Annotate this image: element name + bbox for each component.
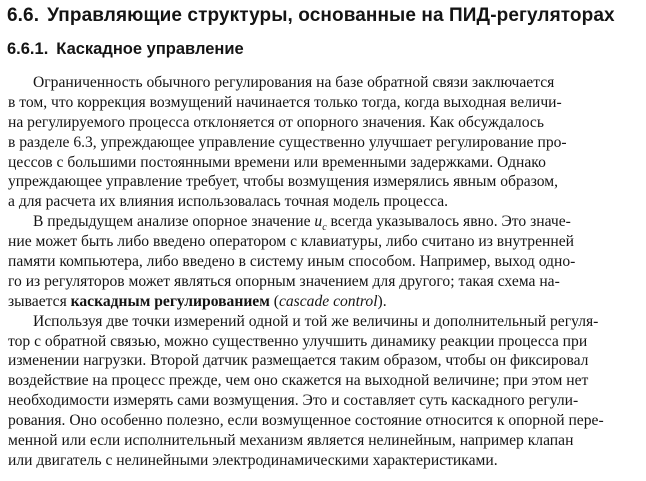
body-text [8,73,642,471]
italic-term-en: cascade control [278,292,378,310]
text-line: воздействие на процесс прежде, чем оно скажется на выходной величине; при этом нет [8,372,589,390]
text-line: цессов с большими постоянными времени или временными задержками. Однако [8,153,546,171]
text-line: а для расчета их влияния использовалась точная модель процесса. [8,193,449,211]
subsection-heading [7,38,244,60]
section-title: Управляющие структуры, основанные на ПИД-регуляторах [47,5,615,26]
text-line: рования. Оно особенно полезно, если возмущенное состояние относится к опорной пере- [8,412,604,430]
symbol-base: u [314,213,323,231]
paragraph-1 [8,73,642,212]
text-line: упреждающее управление требует, чтобы возмущения измерялись явным образом, [8,173,559,191]
text-line: памяти компьютера, либо введено в систему иным способом. Например, выход одно- [8,253,576,271]
text-fragment: ). [377,292,387,310]
text-line: в разделе 6.3, упреждающее управление существенно улучшает регулирование про- [8,133,567,151]
text-line: Ограниченность обычного регулирования на базе обратной связи заключается [33,74,555,91]
text-line: тор с обратной связью, можно существенно улучшить динамику реакции процесса при [8,332,588,350]
bold-term: каскадным регулированием [70,292,270,310]
text-line [8,292,642,312]
text-line: менной или если исполнительный механизм является нелинейным, например клапан [8,432,574,450]
text-fragment: зывается [8,292,71,310]
text-line: в том, что коррекция возмущений начинается только тогда, когда выходная величи- [8,93,562,111]
text-line: необходимости измерять сами возмущения. Это и составляет суть каскадного регули- [8,392,579,410]
text-line [8,212,642,232]
paragraph-3 [8,312,642,471]
text-line: ние может быть либо введено оператором с клавиатуры, либо считано из внутренней [8,233,574,251]
text-line: изменении нагрузки. Второй датчик размещается таким образом, чтобы он фиксировал [8,352,589,370]
text-fragment: В предыдущем анализе опорное значение [33,213,315,231]
subsection-title: Каскадное управление [56,40,244,58]
text-fragment: всегда указывалось явно. Это значе- [326,213,571,231]
text-line: го из регуляторов может являться опорным значением для другого; такая схема на- [8,272,560,290]
subsection-number: 6.6.1. [7,40,49,58]
text-line: на регулируемого процесса отклоняется от опорного значения. Как обсуждалось [8,113,544,131]
text-line: Используя две точки измерений одной и той же величины и дополнительный регуля- [33,312,599,330]
reference-symbol [314,213,327,234]
text-line: или двигатель с нелинейными электродинамическими характеристиками. [8,451,498,469]
text-fragment: ( [269,292,279,310]
section-number: 6.6. [7,5,40,26]
section-heading [7,4,615,28]
paragraph-2 [8,212,642,311]
symbol-subscript: c [322,222,327,234]
